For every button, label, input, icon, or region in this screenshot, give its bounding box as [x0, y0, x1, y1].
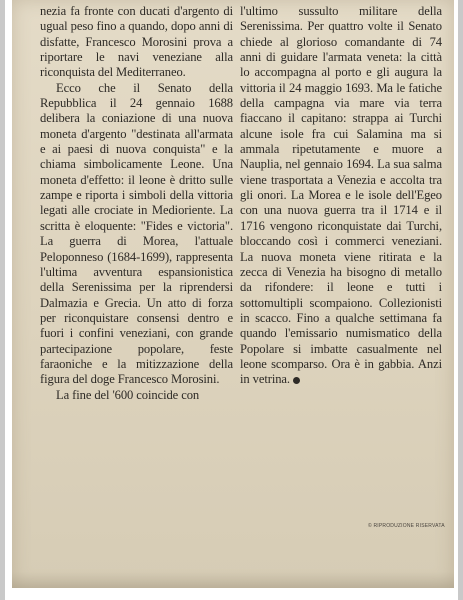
viewer-right-border: [458, 0, 463, 600]
right-paragraph-text: l'ultimo sussulto militare della Serenissima. Per quattro volte il Senato chiede al glorioso comandante di 74 anni di guidare l'armata veneta: la città lo accompagna al porto e gli augura la vittoria il 24 maggio 1693. Ma le fatiche della campagna via mare via terra fiaccano il capitano: strappa ai Turchi alcune isole fra cui Salamina ma si ammala ripetutamente e muore a Nauplia, nel gennaio 1694. La sua salma viene trasportata a Venezia e accolta tra gli onori. La Morea e le isole dell'Egeo con una nuova guerra tra il 1714 e il 1716 vengono riconquistate dai Turchi, bloccando così i commerci veneziani. La nuova moneta viene ritirata e la zecca di Venezia ha bisogno di metallo da rifondere: il leone e tutti i sottomultipli scompaiono. Collezionisti in scacco. Fino a qualche settimana fa quando l'emissario numismatico della Popolare si imbatte casualmente nel leone scomparso. Ora è in gabbia. Anzi in vetrina.: [240, 4, 442, 387]
left-paragraph-3: La fine del '600 coincide con: [56, 387, 200, 402]
right-paragraph: [240, 4, 442, 388]
end-of-article-bullet-icon: [293, 377, 300, 384]
copyright-notice: © RIPRODUZIONE RISERVATA: [368, 523, 445, 529]
article-right-column: [240, 4, 442, 388]
left-paragraph-2: Ecco che il Senato della Repubblica il 24 gennaio 1688 delibera la coniazione di una nuova moneta d'argento "destinata all'armata e ai paesi di nuova conquista" e la chiama simbolicamente Leone. Una moneta d'effetto: il leone è dritto sulle zampe e riporta i simboli della vittoria legati alle crociate in Medioriente. La scritta è eloquente: "Fides e victoria". La guerra di Morea, l'attuale Peloponneso (1684-1699), rappresenta l'ultima avventura espansionistica della Serenissima per la riprendersi Dalmazia e Grecia. Un atto di forza per riconquistare consensi dentro e fuori i confini veneziani, con grande partecipazione popolare, feste faraoniche e la mitizzazione della figura del doge Francesco Morosini.: [40, 80, 233, 387]
left-paragraph-1: nezia fa fronte con ducati d'argento di ugual peso fino a quando, dopo anni di disfatte, Francesco Morosini prova a riportare le navi veneziane alla riconquista del Mediterraneo.: [40, 4, 233, 80]
article-left-column: [40, 4, 233, 403]
clipping-bottom-edge: [12, 572, 454, 588]
viewer-left-border: [0, 0, 5, 600]
